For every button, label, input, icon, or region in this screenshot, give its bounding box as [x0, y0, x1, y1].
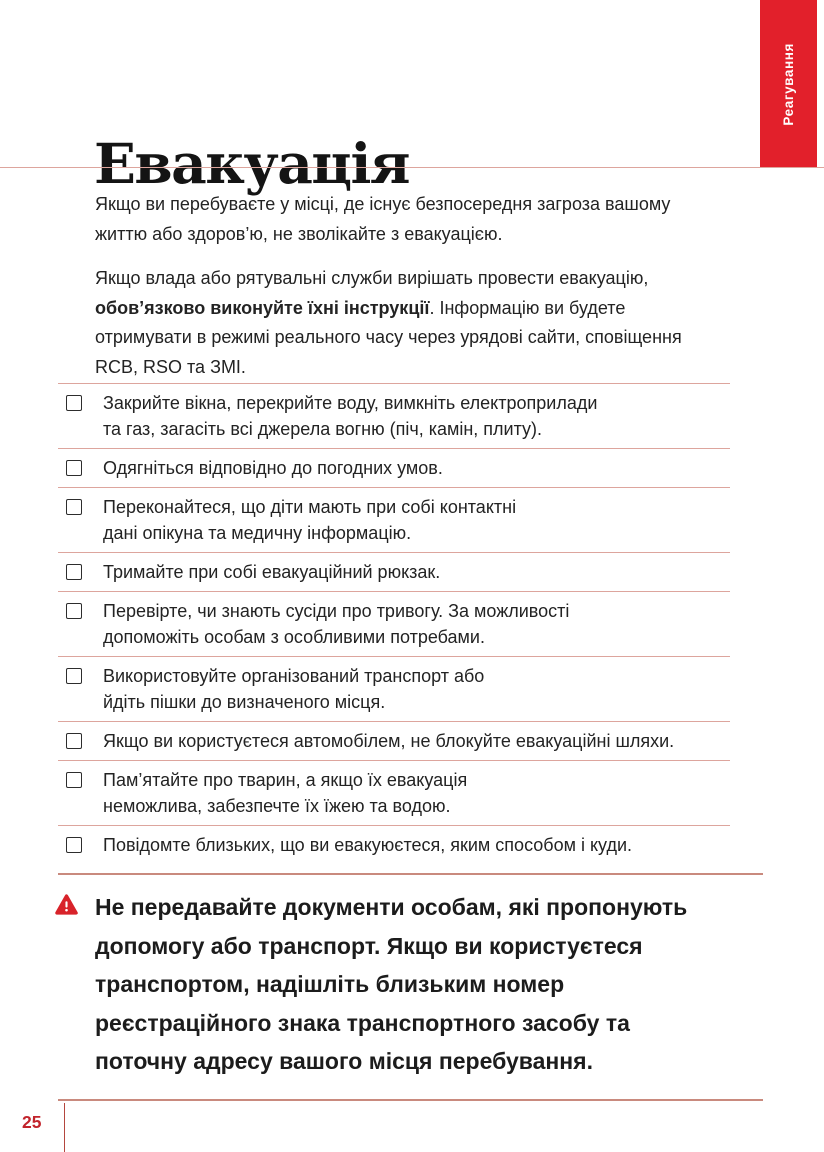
intro-paragraph-2	[95, 264, 682, 382]
footer-divider	[64, 1103, 65, 1152]
checklist-item-text: Одягніться відповідно до погодних умов.	[103, 458, 443, 478]
checkbox[interactable]	[66, 395, 82, 411]
warning-text: Не передавайте документи особам, які пропонують	[95, 894, 688, 920]
checkbox[interactable]	[66, 772, 82, 788]
checklist-item-text: Закрийте вікна, перекрийте воду, вимкніть електроприлади	[103, 393, 598, 413]
checklist-item-text: Використовуйте організований транспорт або	[103, 666, 485, 686]
checklist-item	[58, 760, 730, 825]
evacuation-checklist	[58, 383, 730, 864]
checkbox[interactable]	[66, 668, 82, 684]
section-tab-label: Реагування	[781, 42, 796, 126]
checklist-item	[58, 656, 730, 721]
checklist-item-text: та газ, загасіть всі джерела вогню (піч, камін, плиту).	[103, 419, 543, 439]
checkbox[interactable]	[66, 837, 82, 853]
intro-text: Якщо ви перебуваєте у місці, де існує безпосередня загроза вашому	[95, 194, 671, 214]
checkbox[interactable]	[66, 460, 82, 476]
section-tab-reaguvannya	[760, 0, 817, 168]
warning-triangle-icon	[55, 893, 78, 916]
checklist-item-text: допоможіть особам з особливими потребами.	[103, 627, 485, 647]
checklist-item-text: дані опікуна та медичну інформацію.	[103, 523, 412, 543]
intro-text: Якщо влада або рятувальні служби вирішать провести евакуацію,	[95, 268, 649, 288]
intro-text: RCB, RSO та ЗМІ.	[95, 356, 246, 377]
page-title: Евакуація	[94, 130, 409, 196]
intro-text-bold: обов’язково виконуйте їхні інструкції	[95, 297, 430, 318]
checklist-item-text: неможлива, забезпечте їх їжею та водою.	[103, 796, 451, 816]
checklist-item-text: Повідомте близьких, що ви евакуюєтеся, яким способом і куди.	[103, 835, 633, 855]
checklist-item-text: Перевірте, чи знають сусіди про тривогу. За можливості	[103, 601, 570, 621]
checklist-item-text: Якщо ви користуєтеся автомобілем, не блокуйте евакуаційні шляхи.	[103, 731, 675, 751]
checklist-item-text: Тримайте при собі евакуаційний рюкзак.	[103, 562, 441, 582]
intro-text: життю або здоров’ю, не зволікайте з евакуацією.	[95, 223, 503, 244]
intro-text: отримувати в режимі реального часу через урядові сайти, сповіщення	[95, 327, 682, 347]
intro-text: . Інформацію ви будете	[429, 297, 626, 318]
checkbox[interactable]	[66, 564, 82, 580]
title-divider	[0, 167, 824, 168]
checklist-item-text: Пам’ятайте про тварин, а якщо їх евакуація	[103, 770, 468, 790]
checklist-item	[58, 448, 730, 487]
checklist-item	[58, 825, 730, 864]
checklist-item	[58, 721, 730, 760]
warning-block	[58, 873, 763, 1101]
intro-paragraph-1	[95, 190, 670, 249]
checkbox[interactable]	[66, 733, 82, 749]
warning-text: реєстраційного знака транспортного засобу та	[95, 1009, 630, 1036]
checkbox[interactable]	[66, 499, 82, 515]
checklist-item	[58, 552, 730, 591]
checklist-item-text: йдіть пішки до визначеного місця.	[103, 692, 386, 712]
page-number: 25	[22, 1112, 42, 1132]
intro-text	[95, 294, 682, 324]
checkbox[interactable]	[66, 603, 82, 619]
warning-text: допомогу або транспорт. Якщо ви користуєтеся	[95, 932, 643, 959]
checklist-item-text: Переконайтеся, що діти мають при собі контактні	[103, 497, 517, 517]
checklist-item	[58, 591, 730, 656]
checklist-item	[58, 487, 730, 552]
warning-text: транспортом, надішліть близьким номер	[95, 971, 565, 997]
warning-text: поточну адресу вашого місця перебування.	[95, 1048, 593, 1074]
checklist-item	[58, 383, 730, 448]
